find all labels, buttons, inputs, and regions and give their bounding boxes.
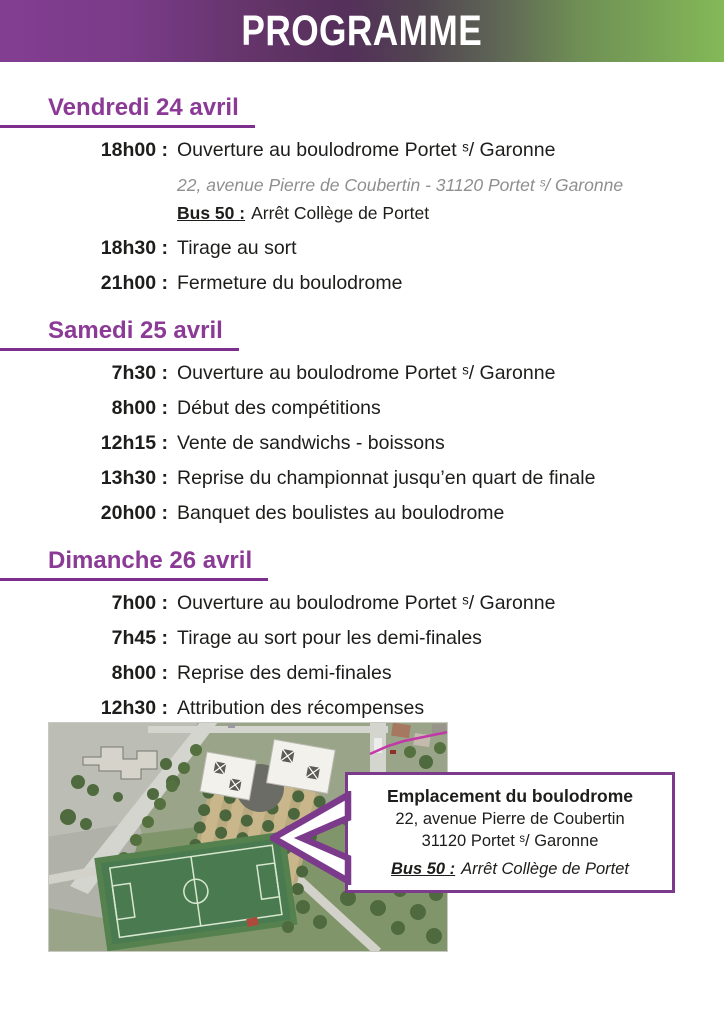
- schedule-text: Reprise des demi-finales: [177, 662, 392, 684]
- schedule-time: 7h00 :: [111, 592, 168, 614]
- schedule-item: [0, 361, 724, 386]
- header-bar: [0, 0, 724, 62]
- schedule-time: 8h00 :: [111, 662, 168, 684]
- map-zone: [48, 722, 678, 954]
- schedule-item: [0, 661, 724, 686]
- time-spacer: [48, 173, 168, 198]
- section-rows-samedi: [0, 361, 724, 526]
- section-heading-vendredi: Vendredi 24 avril: [0, 95, 255, 128]
- schedule-text: Tirage au sort pour les demi-finales: [177, 627, 482, 649]
- schedule-item: [0, 626, 724, 651]
- schedule-time: 18h00 :: [100, 139, 168, 161]
- schedule-item: [0, 501, 724, 526]
- schedule-item: [0, 271, 724, 296]
- schedule-text: Tirage au sort: [177, 237, 297, 259]
- schedule-time: 7h45 :: [111, 627, 168, 649]
- section-heading-dimanche: Dimanche 26 avril: [0, 548, 268, 581]
- schedule-text: Ouverture au boulodrome Portet ˢ/ Garonne: [177, 592, 556, 614]
- schedule-item: [0, 138, 724, 163]
- schedule-item: [0, 396, 724, 421]
- schedule-text: Vente de sandwichs - boissons: [177, 432, 445, 454]
- schedule-item: [0, 696, 724, 721]
- schedule-time: 18h30 :: [100, 237, 168, 259]
- schedule-time: 12h30 :: [100, 697, 168, 719]
- bus-label: Bus 50 :: [177, 203, 246, 223]
- callout-title: Emplacement du boulodrome: [387, 786, 633, 806]
- section-rows-vendredi: [0, 138, 724, 296]
- schedule-time: 7h30 :: [111, 362, 168, 384]
- schedule-text: Début des compétitions: [177, 397, 381, 419]
- time-spacer: [48, 201, 168, 226]
- address-note: 22, avenue Pierre de Coubertin - 31120 Portet ˢ/ Garonne: [177, 175, 624, 195]
- schedule-subitem-bus: [0, 201, 724, 226]
- schedule-text: Ouverture au boulodrome Portet ˢ/ Garonne: [177, 362, 556, 384]
- schedule-text: Fermeture du boulodrome: [177, 272, 403, 294]
- schedule-item: [0, 466, 724, 491]
- bus-text: Arrêt Collège de Portet: [251, 203, 430, 223]
- schedule-item: [0, 591, 724, 616]
- schedule-time: 20h00 :: [100, 502, 168, 524]
- schedule-time: 21h00 :: [100, 272, 168, 294]
- bus-label: Bus 50 :: [390, 860, 456, 878]
- schedule-content: [0, 62, 724, 759]
- bus-line: [177, 201, 429, 226]
- schedule-item: [0, 236, 724, 261]
- schedule-item: [0, 431, 724, 456]
- location-callout: [345, 772, 675, 893]
- schedule-time: 12h15 :: [100, 432, 168, 454]
- callout-address-line1: 22, avenue Pierre de Coubertin: [395, 810, 625, 828]
- schedule-text: Attribution des récompenses: [177, 697, 425, 719]
- callout-address-line2: 31120 Portet ˢ/ Garonne: [421, 832, 599, 850]
- schedule-time: 13h30 :: [100, 467, 168, 489]
- schedule-time: 8h00 :: [111, 397, 168, 419]
- schedule-text: Banquet des boulistes au boulodrome: [177, 502, 505, 524]
- schedule-text: Ouverture au boulodrome Portet ˢ/ Garonne: [177, 139, 556, 161]
- page-title: PROGRAMME: [241, 6, 483, 55]
- callout-bus-line: [348, 860, 672, 879]
- section-heading-samedi: Samedi 25 avril: [0, 318, 239, 351]
- schedule-text: Reprise du championnat jusqu’en quart de finale: [177, 467, 596, 489]
- schedule-subitem-address: [0, 173, 724, 198]
- location-arrow-icon: [270, 791, 352, 885]
- bus-text: Arrêt Collège de Portet: [461, 860, 630, 878]
